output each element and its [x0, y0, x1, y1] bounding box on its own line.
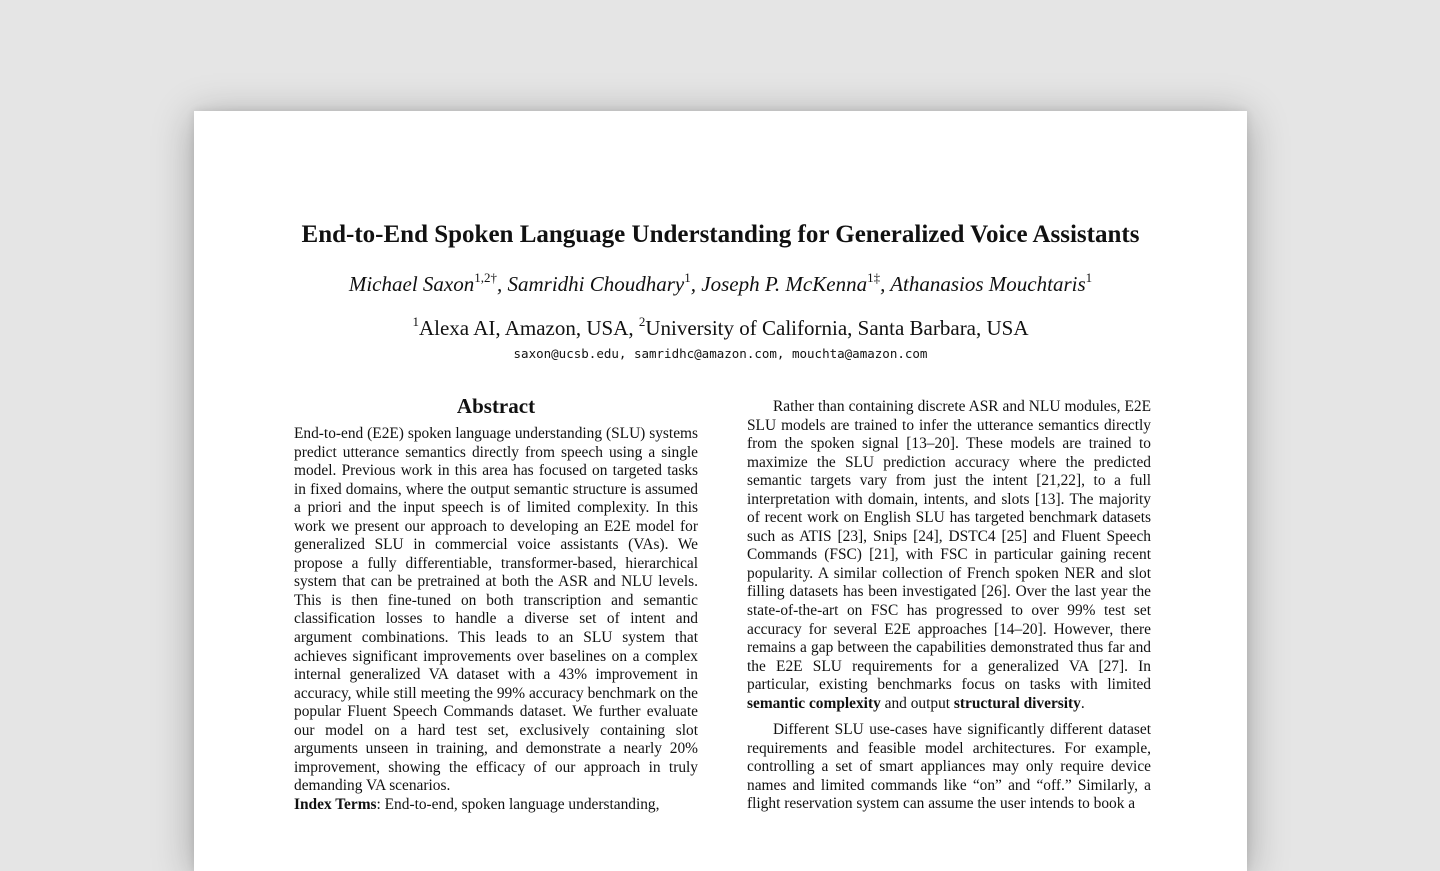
- author-name: Samridhi Choudhary: [507, 272, 685, 296]
- paper-title: End-to-End Spoken Language Understanding for Generalized Voice Assistants: [301, 221, 1140, 248]
- affiliation-mark: 1: [412, 314, 419, 329]
- intro-paragraph-text: and output: [880, 694, 954, 712]
- author-name: Athanasios Mouchtaris: [890, 272, 1086, 296]
- author-affiliation-mark: 1,2†: [474, 270, 497, 285]
- right-column: [747, 398, 1151, 814]
- author-affiliation-mark: 1: [1085, 270, 1093, 285]
- emphasis-semantic-complexity: semantic complexity: [747, 694, 881, 712]
- author-separator: ,: [690, 272, 702, 296]
- index-terms-text: : End-to-end, spoken language understanding,: [376, 795, 660, 813]
- author-name: Michael Saxon: [348, 272, 475, 296]
- intro-paragraph: [747, 398, 1151, 713]
- abstract-heading: Abstract: [456, 394, 536, 418]
- abstract-text: End-to-end (E2E) spoken language understanding (SLU) systems predict utterance semantics directly from speech using a single model. Previous work in this area has focused on targeted tasks in fixed domains, where the output semantic structure is assumed a priori and the input speech is of limited complexity. In this work we present our approach to developing an E2E model for generalized SLU in commercial voice assistants (VAs). We propose a fully differentiable, transformer-based, hierarchical system that can be pretrained at both the ASR and NLU levels. This is then fine-tuned on both transcription and semantic classification losses to handle a diverse set of intent and argument combinations. This leads to an SLU system that achieves significant improvements over baselines on a complex internal generalized VA dataset with a 43% improvement in accuracy, while still meeting the 99% accuracy benchmark on the popular Fluent Speech Commands dataset. We further evaluate our model on a hard test set, exclusively containing slot arguments unseen in training, and demonstrate a nearly 20% improvement, showing the efficacy of our approach in truly demanding VA scenarios.: [294, 425, 698, 795]
- author-name: Joseph P. McKenna: [701, 272, 868, 296]
- author-separator: ,: [880, 272, 891, 296]
- author-affiliation-mark: 1: [684, 270, 691, 285]
- affiliation-mark: 2: [638, 314, 646, 329]
- emphasis-structural-diversity: structural diversity: [953, 694, 1081, 712]
- use-cases-paragraph: Different SLU use-cases have significantly different dataset requirements and feasible model architectures. For example, controlling a set of smart appliances may only require device names and limited commands like “on” and “off.” Similarly, a flight reservation system can assume the user intends to book a: [747, 721, 1151, 813]
- author-affiliation-mark: 1‡: [867, 270, 881, 285]
- index-terms: [294, 796, 698, 815]
- paper-page: [194, 111, 1247, 871]
- affiliation-amazon: Alexa AI, Amazon, USA,: [418, 316, 639, 340]
- affiliation-ucsb: University of California, Santa Barbara, USA: [645, 316, 1029, 340]
- intro-paragraph-text: .: [1080, 694, 1085, 712]
- author-separator: ,: [496, 272, 508, 296]
- left-column: [294, 392, 698, 814]
- intro-paragraph-text: Rather than containing discrete ASR and NLU modules, E2E SLU models are trained to infer the utterance semantics directly from the spoken signal [13–20]. These models are trained to maximize the SLU prediction accuracy where the predicted semantic targets vary from just the intent [21,22], to a full interpretation with domain, intents, and slots [13]. The majority of recent work on English SLU has targeted benchmark datasets such as ATIS [23], Snips [24], DSTC4 [25] and Fluent Speech Commands (FSC) [21], with FSC in particular gaining recent popularity. A similar collection of French spoken NER and slot filling datasets has been investigated [26]. Over the last year the state-of-the-art on FSC has progressed to over 99% test set accuracy for several E2E approaches [14–20]. However, there remains a gap between the capabilities demonstrated thus far and the E2E SLU requirements for a generalized VA [27]. In particular, existing benchmarks focus on tasks with limited: [747, 398, 1151, 694]
- author-emails: saxon@ucsb.edu, samridhc@amazon.com, mouchta@amazon.com: [513, 346, 928, 361]
- author-list: [194, 271, 1247, 297]
- affiliations: [194, 315, 1247, 341]
- index-terms-label: Index Terms: [294, 795, 377, 813]
